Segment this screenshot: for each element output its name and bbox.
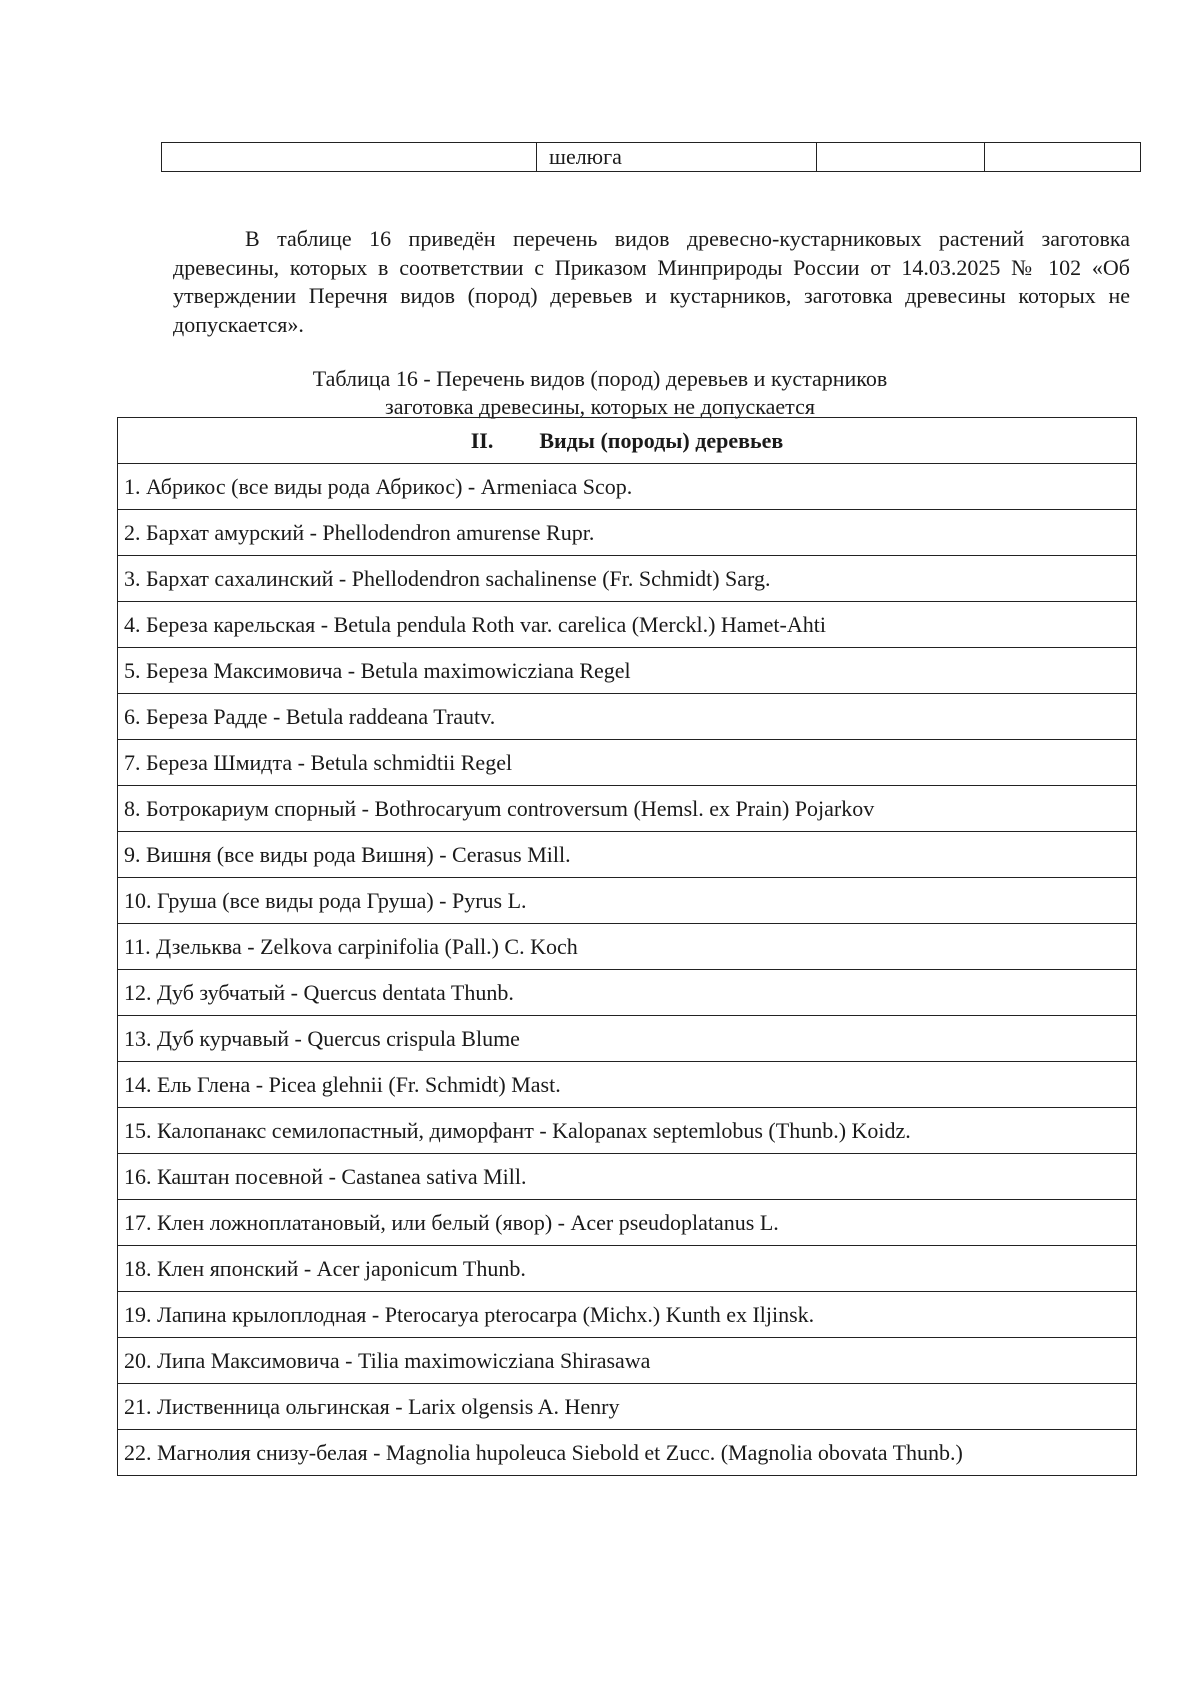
table-cell xyxy=(162,143,537,172)
species-cell: 20. Липа Максимовича - Tilia maximowicziana Shirasawa xyxy=(118,1338,1137,1384)
table-header xyxy=(118,418,1137,464)
table-row xyxy=(118,1384,1137,1430)
table-row xyxy=(118,1016,1137,1062)
table-row xyxy=(118,1246,1137,1292)
species-cell: 6. Береза Радде - Betula raddeana Trautv. xyxy=(118,694,1137,740)
table-row xyxy=(118,832,1137,878)
table-row xyxy=(118,1200,1137,1246)
species-cell: 8. Ботрокариум спорный - Bothrocaryum controversum (Hemsl. ex Prain) Pojarkov xyxy=(118,786,1137,832)
species-cell: 10. Груша (все виды рода Груша) - Pyrus L. xyxy=(118,878,1137,924)
section-number: II. xyxy=(470,427,494,453)
table-row xyxy=(118,740,1137,786)
table-row xyxy=(118,924,1137,970)
caption-line: заготовка древесины, которых не допускается xyxy=(385,394,815,419)
table-row xyxy=(118,648,1137,694)
table-caption xyxy=(0,365,1200,421)
table-row xyxy=(118,464,1137,510)
caption-line: Таблица 16 - Перечень видов (пород) деревьев и кустарников xyxy=(312,366,888,391)
table-header-row xyxy=(118,418,1137,464)
species-cell: 19. Лапина крылоплодная - Pterocarya pterocarpa (Michx.) Kunth ex Iljinsk. xyxy=(118,1292,1137,1338)
species-table xyxy=(117,417,1137,1476)
species-cell: 7. Береза Шмидта - Betula schmidtii Regel xyxy=(118,740,1137,786)
species-cell: 9. Вишня (все виды рода Вишня) - Cerasus Mill. xyxy=(118,832,1137,878)
section-title: Виды (породы) деревьев xyxy=(539,427,784,453)
table-cell xyxy=(817,143,985,172)
table-row xyxy=(118,510,1137,556)
table-row xyxy=(162,143,1141,172)
species-cell: 13. Дуб курчавый - Quercus crispula Blume xyxy=(118,1016,1137,1062)
table-row xyxy=(118,1154,1137,1200)
table-cell xyxy=(985,143,1141,172)
species-cell: 21. Лиственница ольгинская - Larix olgensis A. Henry xyxy=(118,1384,1137,1430)
table-row xyxy=(118,786,1137,832)
species-cell: 11. Дзельква - Zelkova carpinifolia (Pall.) C. Koch xyxy=(118,924,1137,970)
species-cell: 18. Клен японский - Acer japonicum Thunb. xyxy=(118,1246,1137,1292)
continued-table-fragment xyxy=(161,142,1141,172)
table-row xyxy=(118,1062,1137,1108)
body-paragraph: В таблице 16 приведён перечень видов древесно-кустарниковых растений заготовка древесины, которых в соответствии с Приказом Минприроды России от 14.03.2025 № 102 «Об утверждении Перечня видов (пород) деревьев и кустарников, заготовка древесины которых не допускается». xyxy=(173,226,1130,338)
table-row xyxy=(118,556,1137,602)
species-cell: 12. Дуб зубчатый - Quercus dentata Thunb. xyxy=(118,970,1137,1016)
species-cell: 16. Каштан посевной - Castanea sativa Mill. xyxy=(118,1154,1137,1200)
species-cell: 1. Абрикос (все виды рода Абрикос) - Armeniaca Scop. xyxy=(118,464,1137,510)
table-row xyxy=(118,694,1137,740)
table-row xyxy=(118,602,1137,648)
species-cell: 22. Магнолия снизу-белая - Magnolia hupoleuca Siebold et Zucc. (Magnolia obovata Thunb.) xyxy=(118,1430,1137,1476)
table-row xyxy=(118,1430,1137,1476)
species-cell: 3. Бархат сахалинский - Phellodendron sachalinense (Fr. Schmidt) Sarg. xyxy=(118,556,1137,602)
species-cell: 5. Береза Максимовича - Betula maximowicziana Regel xyxy=(118,648,1137,694)
table-row xyxy=(118,1338,1137,1384)
table-row xyxy=(118,970,1137,1016)
species-cell: 15. Калопанакс семилопастный, диморфант - Kalopanax septemlobus (Thunb.) Koidz. xyxy=(118,1108,1137,1154)
species-cell: 17. Клен ложноплатановый, или белый (явор) - Acer pseudoplatanus L. xyxy=(118,1200,1137,1246)
table-row xyxy=(118,1108,1137,1154)
table-row xyxy=(118,878,1137,924)
species-cell: 4. Береза карельская - Betula pendula Roth var. carelica (Merckl.) Hamet-Ahti xyxy=(118,602,1137,648)
table-row xyxy=(118,1292,1137,1338)
species-list xyxy=(118,464,1137,1476)
species-cell: 14. Ель Глена - Picea glehnii (Fr. Schmidt) Mast. xyxy=(118,1062,1137,1108)
table-cell: шелюга xyxy=(537,143,817,172)
species-cell: 2. Бархат амурский - Phellodendron amurense Rupr. xyxy=(118,510,1137,556)
